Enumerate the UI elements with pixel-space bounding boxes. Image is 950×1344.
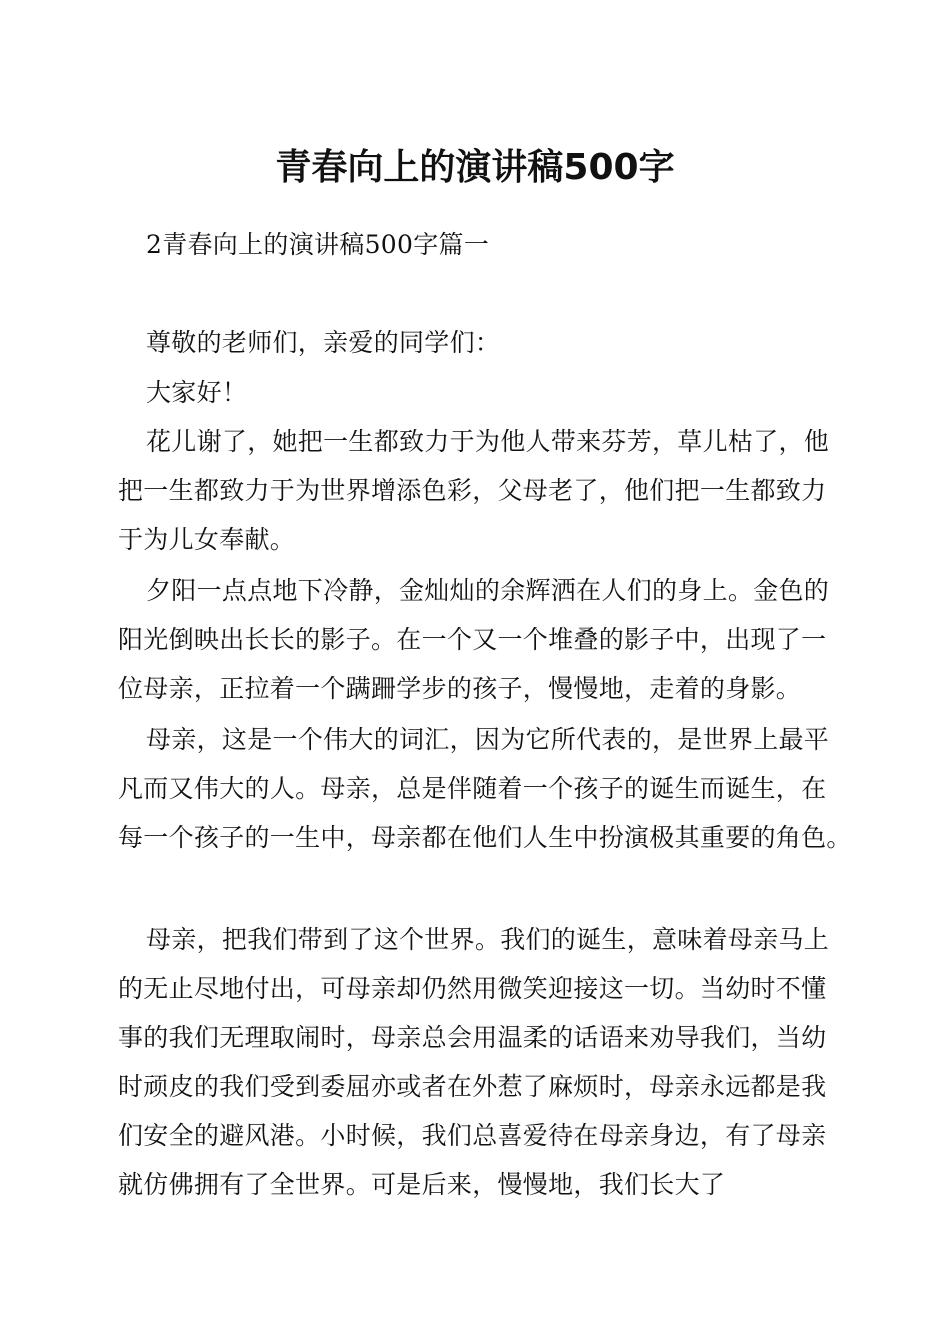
document-title: 青春向上的演讲稿500字 [275, 147, 675, 188]
body-line: 事的我们无理取闹时，母亲总会用温柔的话语来劝导我们，当幼 [118, 1023, 827, 1052]
body-line: 凡而又伟大的人。母亲，总是伴随着一个孩子的诞生而诞生，在 [118, 774, 827, 803]
body-line: 们安全的避风港。小时候，我们总喜爱待在母亲身边，有了母亲 [118, 1121, 827, 1150]
body-line: 把一生都致力于为世界增添色彩，父母老了，他们把一生都致力 [118, 476, 827, 505]
body-line: 于为儿女奉献。 [118, 525, 296, 554]
body-line: 母亲，把我们带到了这个世界。我们的诞生，意味着母亲马上 [146, 925, 830, 954]
body-line: 大家好！ [146, 378, 248, 407]
body-line: 夕阳一点点地下冷静，金灿灿的余辉洒在人们的身上。金色的 [146, 576, 830, 605]
body-line: 母亲，这是一个伟大的词汇，因为它所代表的，是世界上最平 [146, 725, 830, 754]
body-line: 位母亲，正拉着一个蹒跚学步的孩子，慢慢地，走着的身影。 [118, 674, 802, 703]
body-line: 的无止尽地付出，可母亲却仍然用微笑迎接这一切。当幼时不懂 [118, 974, 827, 1003]
body-line: 阳光倒映出长长的影子。在一个又一个堆叠的影子中，出现了一 [118, 625, 827, 654]
body-line: 就仿佛拥有了全世界。可是后来，慢慢地，我们长大了 [118, 1170, 726, 1199]
body-line: 花儿谢了，她把一生都致力于为他人带来芬芳，草儿枯了，他 [146, 427, 830, 456]
body-line: 时顽皮的我们受到委屈亦或者在外惹了麻烦时，母亲永远都是我 [118, 1072, 827, 1101]
body-line: 每一个孩子的一生中，母亲都在他们人生中扮演极其重要的角色。 [118, 823, 852, 852]
section-heading: 2青春向上的演讲稿500字篇一 [146, 230, 490, 259]
body-line: 尊敬的老师们，亲爱的同学们： [146, 328, 501, 357]
